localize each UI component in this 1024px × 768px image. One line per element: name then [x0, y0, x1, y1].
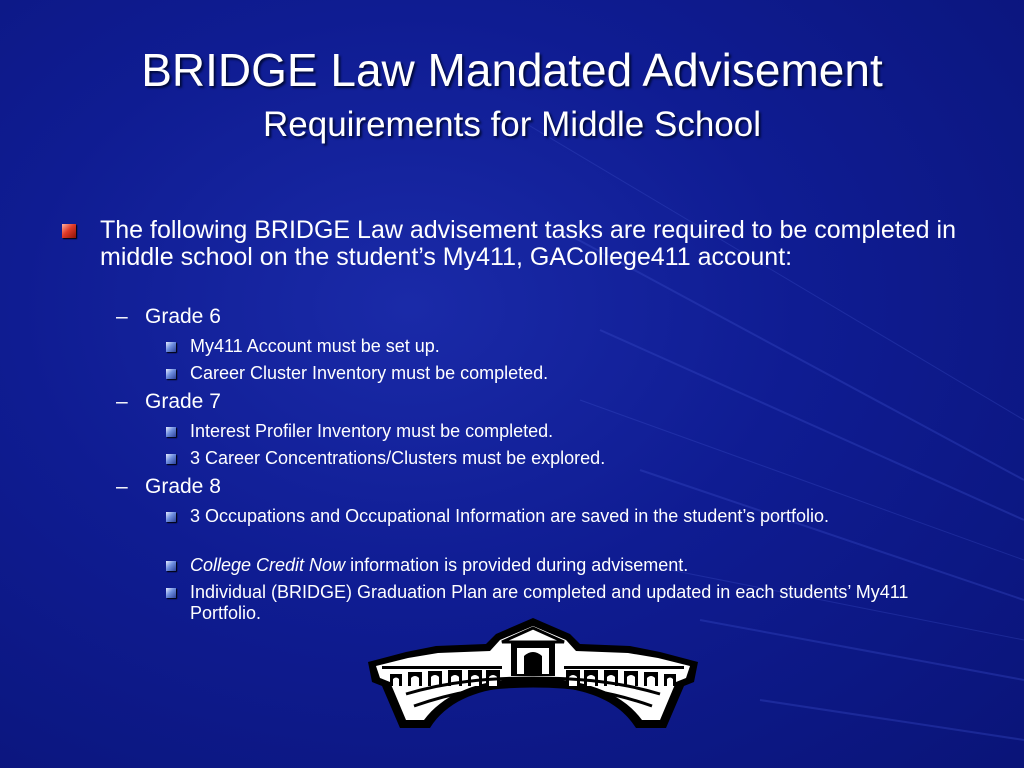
college-credit-now-italic: College Credit Now — [190, 555, 346, 575]
red-square-bullet-icon — [62, 224, 76, 238]
dash-bullet: – — [116, 475, 128, 498]
grade-8-item-2 — [190, 555, 950, 576]
blue-square-bullet-icon — [166, 454, 176, 464]
intro-text: The following BRIDGE Law advisement tasks are required to be completed in middle school on the student’s My411, GACollege411 account: — [100, 216, 956, 271]
grade-8-item-3: Individual (BRIDGE) Graduation Plan are completed and updated in each students’ My411 Portfolio. — [190, 582, 909, 623]
grade-6-item-1: My411 Account must be set up. — [190, 336, 440, 356]
bridge-icon — [366, 616, 700, 728]
slide-subtitle: Requirements for Middle School — [262, 105, 761, 144]
blue-square-bullet-icon — [166, 561, 176, 571]
grade-6-label: Grade 6 — [145, 305, 221, 328]
grade-7-label: Grade 7 — [145, 390, 221, 413]
blue-square-bullet-icon — [166, 427, 176, 437]
dash-bullet: – — [116, 305, 128, 328]
grade-8-item-2-text: information is provided during advisement. — [350, 555, 689, 575]
slide-title: BRIDGE Law Mandated Advisement — [141, 44, 883, 96]
dash-bullet: – — [116, 390, 128, 413]
grade-6-item-2: Career Cluster Inventory must be completed. — [190, 363, 549, 383]
grade-8-label: Grade 8 — [145, 475, 221, 498]
blue-square-bullet-icon — [166, 512, 176, 522]
blue-square-bullet-icon — [166, 588, 176, 598]
grade-7-item-1: Interest Profiler Inventory must be completed. — [190, 421, 554, 441]
blue-square-bullet-icon — [166, 342, 176, 352]
grade-7-item-2: 3 Career Concentrations/Clusters must be explored. — [190, 448, 606, 468]
grade-8-item-1: 3 Occupations and Occupational Information are saved in the student’s portfolio. — [190, 506, 830, 526]
blue-square-bullet-icon — [166, 369, 176, 379]
